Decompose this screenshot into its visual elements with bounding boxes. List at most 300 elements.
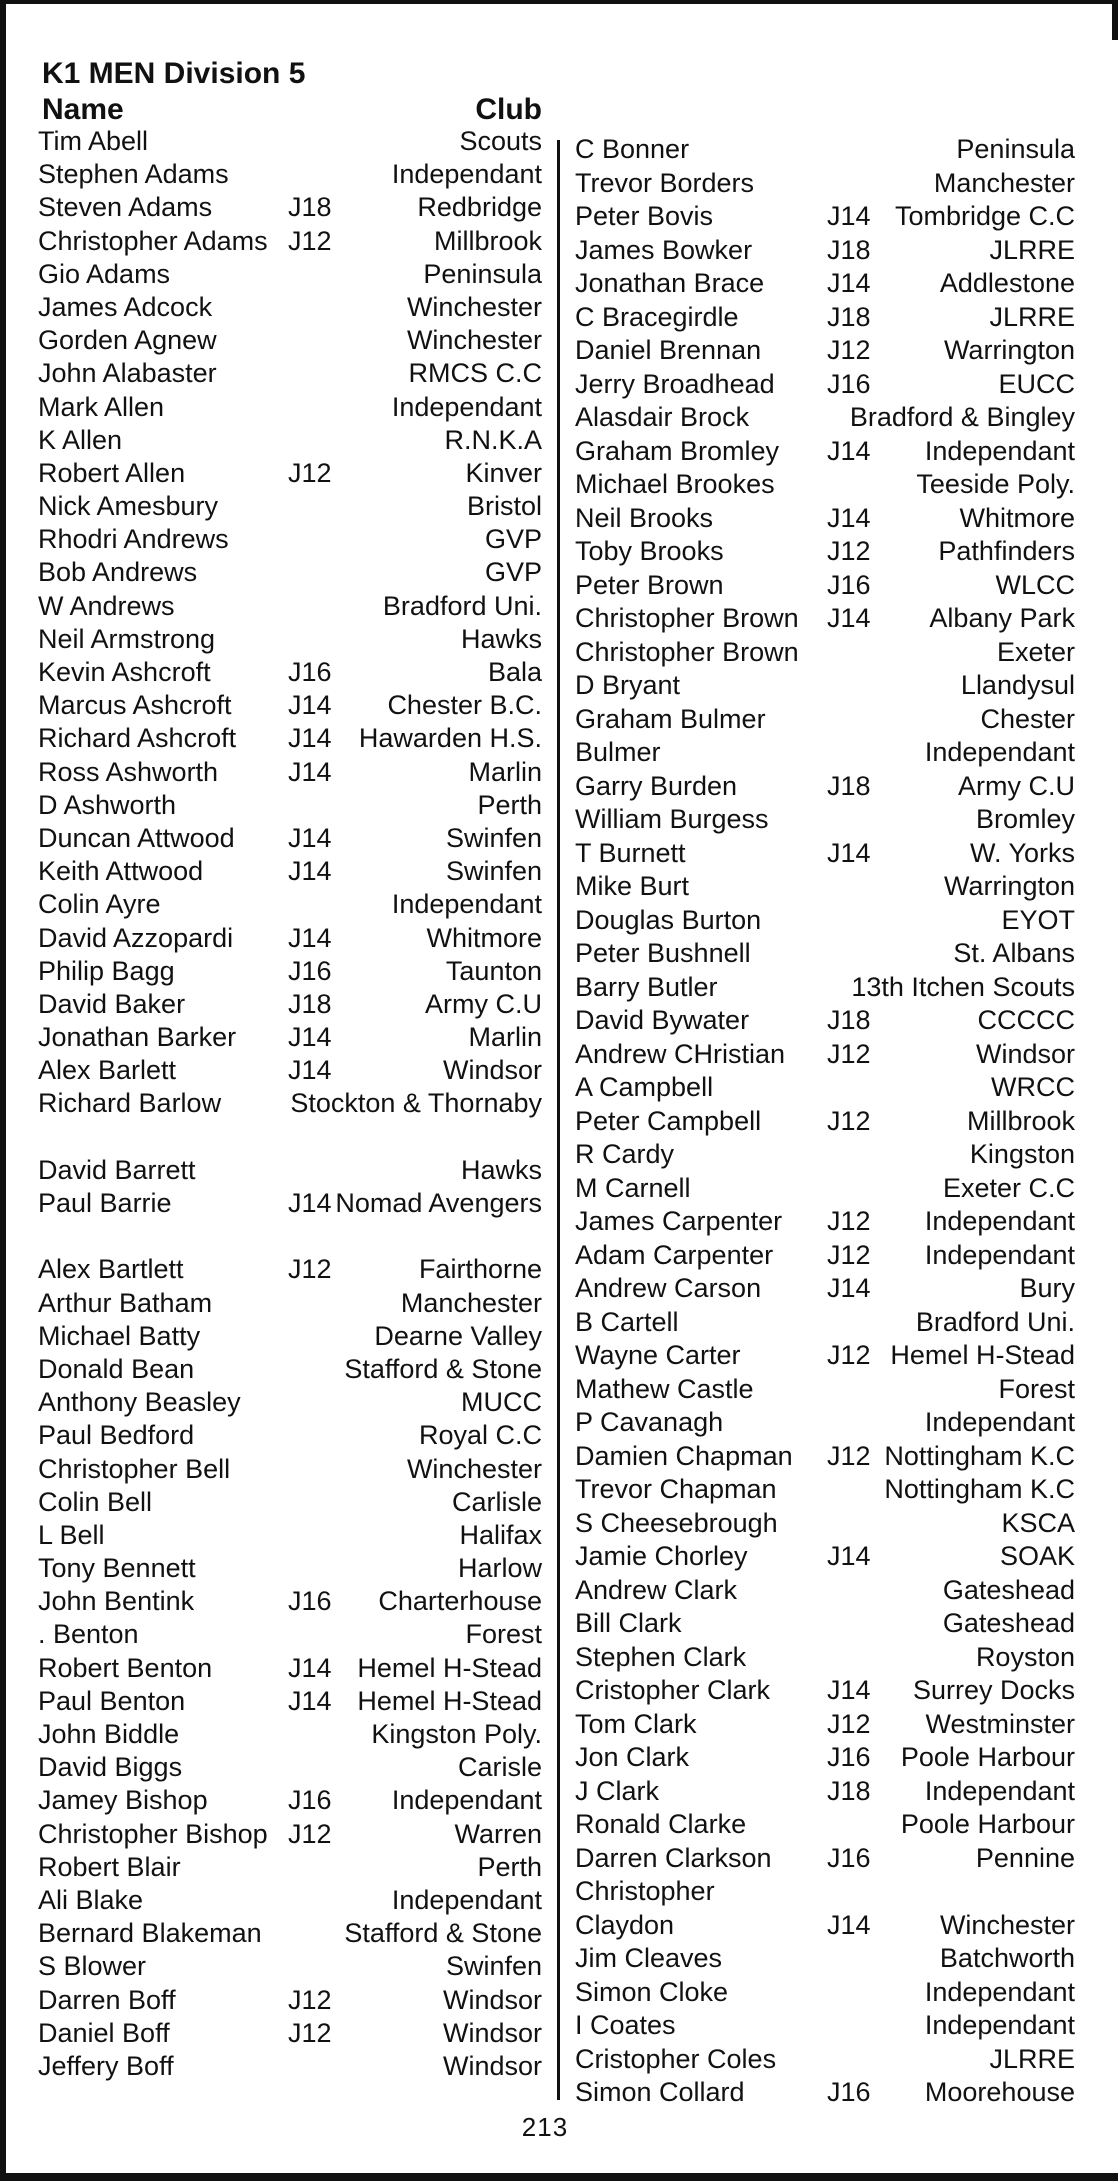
entrant-name: Alex Barlett: [38, 1055, 177, 1086]
entry-row: [38, 556, 542, 589]
entry-row: [575, 1607, 1075, 1641]
entry-row: [38, 357, 542, 390]
age-class: J12: [288, 1818, 332, 1849]
club-name: Swinfen: [445, 856, 542, 887]
entry-row: [575, 1306, 1075, 1340]
age-class: J16: [827, 569, 871, 600]
entry-row: [575, 1641, 1075, 1675]
entrant-name: Ali Blake: [38, 1884, 144, 1915]
age-class: J18: [827, 301, 871, 332]
entrant-name: Arthur Batham: [38, 1287, 213, 1318]
entrant-name: Jamey Bishop: [38, 1785, 208, 1816]
age-class: J14: [827, 603, 871, 633]
entrant-name: L Bell: [38, 1519, 105, 1550]
entry-row: [575, 1909, 1075, 1943]
age-class: J12: [827, 1105, 871, 1136]
entrant-name: Tom Clark: [575, 1708, 697, 1739]
club-name: Winchester: [406, 325, 542, 356]
entry-row: [575, 1004, 1075, 1038]
entrant-name: David Azzopardi: [38, 922, 234, 953]
entry-row: [38, 1950, 542, 1983]
age-class: J16: [827, 368, 871, 399]
entry-row: [575, 602, 1075, 636]
entry-row: [575, 1239, 1075, 1273]
entry-row: [575, 1373, 1075, 1407]
club-name: Warrington: [943, 871, 1075, 901]
club-name: Millbrook: [433, 225, 542, 256]
club-name: SOAK: [999, 1541, 1075, 1571]
club-name: Hawks: [460, 623, 542, 654]
entrant-name: Colin Bell: [38, 1486, 153, 1517]
entry-row: [38, 1718, 542, 1751]
club-name: Windsor: [442, 1984, 542, 2015]
entry-row: [575, 1842, 1075, 1876]
entrant-name: Wayne Carter: [575, 1340, 741, 1370]
entry-row: [575, 569, 1075, 603]
club-name: RMCS C.C: [408, 358, 542, 389]
entry-row: [38, 1353, 542, 1386]
entrant-name: Robert Benton: [38, 1652, 213, 1683]
club-name: KSCA: [1001, 1507, 1075, 1538]
entry-row: [575, 1440, 1075, 1474]
entrant-name: Alex Bartlett: [38, 1254, 184, 1285]
age-class: J12: [827, 1206, 871, 1236]
entrant-name: Colin Ayre: [38, 889, 161, 920]
entry-row: [575, 234, 1075, 268]
entrant-name: Gio Adams: [38, 258, 171, 289]
entry-row: [38, 125, 542, 158]
entry-row: [38, 1519, 542, 1552]
entrant-name: Donald Bean: [38, 1353, 195, 1384]
club-name: Hawks: [460, 1154, 542, 1185]
entrant-name: Philip Bagg: [38, 955, 175, 986]
entry-row: [38, 1453, 542, 1486]
age-class: J14: [288, 1685, 332, 1716]
entrant-name: A Campbell: [575, 1072, 714, 1102]
entry-row: [38, 922, 542, 955]
entry-row: [575, 401, 1075, 435]
entrant-name: Mathew Castle: [575, 1373, 754, 1404]
club-name: Carlisle: [451, 1486, 542, 1517]
age-class: J18: [288, 192, 332, 223]
entry-row: [575, 669, 1075, 703]
entry-row: [38, 1287, 542, 1320]
entrant-name: Rhodri Andrews: [38, 524, 229, 555]
club-name: Independant: [924, 737, 1075, 767]
club-name: Bradford Uni.: [915, 1306, 1075, 1337]
club-name: Chester B.C.: [387, 690, 542, 721]
club-name: Hemel H-Stead: [357, 1685, 542, 1716]
age-class: J12: [288, 1254, 332, 1285]
entrant-name: . Benton: [38, 1619, 139, 1650]
entry-row: [575, 1172, 1075, 1206]
entry-row: [575, 1071, 1075, 1105]
entrant-name: Alasdair Brock: [575, 402, 750, 432]
entrant-name: David Barrett: [38, 1154, 196, 1185]
entrant-name: Jerry Broadhead: [575, 368, 775, 399]
entry-row: [575, 1574, 1075, 1608]
entry-row: [38, 1486, 542, 1519]
entry-row: [575, 502, 1075, 536]
entry-row: [38, 158, 542, 191]
age-class: J14: [288, 723, 332, 754]
entrant-name: Darren Boff: [38, 1984, 176, 2015]
club-name: Hawarden H.S.: [358, 723, 542, 754]
entrant-name: Andrew Clark: [575, 1574, 738, 1605]
entrant-name: Garry Burden: [575, 770, 738, 801]
entry-row: [575, 837, 1075, 871]
entrant-name: John Alabaster: [38, 358, 217, 389]
entrant-name: D Ashworth: [38, 789, 177, 820]
club-name: Independant: [391, 159, 542, 190]
entry-row: [38, 1187, 542, 1253]
entrant-name: Kevin Ashcroft: [38, 657, 211, 687]
entrant-name: Jon Clark: [575, 1742, 690, 1772]
entry-row: [575, 468, 1075, 502]
entrant-name: Bill Clark: [575, 1608, 682, 1638]
entry-row: [38, 1585, 542, 1618]
club-name: Warren: [454, 1818, 542, 1849]
club-name: 13th Itchen Scouts: [851, 971, 1075, 1002]
entry-row: [38, 1419, 542, 1452]
entrant-name: David Bywater: [575, 1005, 750, 1035]
entrant-name: David Biggs: [38, 1752, 183, 1783]
entrant-name: James Adcock: [38, 291, 213, 322]
entrant-name: R Cardy: [575, 1139, 675, 1169]
club-name: Nomad Avengers: [335, 1188, 542, 1219]
age-class: J12: [288, 2017, 332, 2048]
age-class: J14: [827, 1675, 871, 1705]
entry-row: [575, 267, 1075, 301]
scan-edge-bottom: [0, 2173, 1118, 2181]
entry-row: [38, 1984, 542, 2017]
division-heading: K1 MEN Division 5: [42, 57, 306, 90]
entrant-name: S Blower: [38, 1951, 147, 1982]
club-name: Whitmore: [426, 922, 542, 953]
entrant-name: John Biddle: [38, 1719, 180, 1750]
club-name: Winchester: [939, 1909, 1075, 1940]
age-class: J12: [288, 1984, 332, 2015]
club-name: Nottingham K.C: [884, 1440, 1075, 1471]
entrant-name: Christopher Bell: [38, 1453, 231, 1484]
age-class: J14: [827, 201, 871, 231]
entry-row: [575, 1741, 1075, 1775]
entrant-name: B Cartell: [575, 1306, 679, 1337]
club-name: Winchester: [406, 291, 542, 322]
club-name: WRCC: [991, 1072, 1075, 1102]
entrant-name: M Carnell: [575, 1172, 691, 1203]
scan-edge-left: [0, 0, 6, 2181]
entry-row: [38, 1552, 542, 1585]
entry-row: [575, 803, 1075, 837]
entry-row: [38, 756, 542, 789]
entrant-name: Peter Bushnell: [575, 938, 751, 968]
entry-row: [575, 1272, 1075, 1306]
club-name: Harlow: [457, 1553, 542, 1584]
entrant-name: Christopher Brown: [575, 603, 799, 633]
club-name: Fairthorne: [418, 1254, 542, 1285]
age-class: J14: [288, 856, 332, 887]
club-name: Poole Harbour: [900, 1809, 1075, 1839]
entrant-name: Ronald Clarke: [575, 1809, 747, 1839]
entrant-name: Daniel Brennan: [575, 335, 762, 365]
club-name: Independant: [924, 435, 1075, 466]
scan-edge-top: [0, 0, 1118, 4]
club-name: Bury: [1019, 1273, 1075, 1303]
club-name: Independant: [391, 1884, 542, 1915]
entry-row: [575, 770, 1075, 804]
entrant-name: Ross Ashworth: [38, 756, 219, 787]
entrant-name: Gorden Agnew: [38, 325, 217, 356]
club-name: Independant: [924, 1239, 1075, 1270]
age-class: J18: [827, 234, 871, 265]
entry-row: [575, 736, 1075, 770]
entry-row: [38, 1652, 542, 1685]
club-name: Poole Harbour: [900, 1742, 1075, 1772]
club-name: Stafford & Stone: [344, 1918, 542, 1949]
entry-row: [38, 324, 542, 357]
age-class: J12: [827, 536, 871, 566]
club-name: Peninsula: [423, 258, 542, 289]
column-divider: [557, 140, 560, 2100]
club-name: Independant: [924, 1976, 1075, 2007]
entry-row: [38, 1087, 542, 1153]
age-class: J14: [827, 1909, 871, 1940]
age-class: J12: [827, 1708, 871, 1739]
club-name: Carisle: [457, 1752, 542, 1783]
entry-row: [38, 1884, 542, 1917]
age-class: J14: [827, 502, 871, 533]
entrant-name: W Andrews: [38, 590, 175, 621]
club-name: GVP: [484, 557, 542, 588]
entry-row: [38, 391, 542, 424]
age-class: J14: [288, 1055, 332, 1086]
age-class: J16: [827, 2077, 871, 2107]
age-class: J14: [288, 690, 332, 721]
club-name: Swinfen: [445, 1951, 542, 1982]
entry-row: [38, 291, 542, 324]
entrant-name: K Allen: [38, 424, 123, 455]
entrant-name: S Cheesebrough: [575, 1507, 778, 1538]
entry-row: [575, 435, 1075, 469]
club-name: CCCCC: [977, 1005, 1075, 1035]
entry-row: [575, 937, 1075, 971]
entrant-name: Richard Barlow: [38, 1088, 222, 1119]
entrant-name: Neil Brooks: [575, 502, 714, 533]
entry-row: [575, 1138, 1075, 1172]
club-name: Kingston Poly.: [371, 1719, 542, 1750]
entry-row: [575, 1473, 1075, 1507]
entry-row: [38, 1851, 542, 1884]
club-name: Manchester: [933, 167, 1075, 198]
entrant-name: Anthony Beasley: [38, 1387, 241, 1418]
entry-row: [575, 167, 1075, 201]
club-name: Millbrook: [966, 1105, 1075, 1136]
club-name: Stockton & Thornaby: [290, 1088, 542, 1119]
right-column-list: [575, 133, 1075, 2110]
club-name: Hemel H-Stead: [890, 1340, 1075, 1370]
entrant-name: Simon Collard: [575, 2077, 745, 2107]
entrant-name: Jonathan Barker: [38, 1022, 237, 1053]
entrant-name: Paul Barrie: [38, 1188, 172, 1219]
column-headers: [42, 92, 542, 128]
entry-row: [575, 703, 1075, 737]
club-name: Army C.U: [425, 988, 542, 1019]
entry-row: [575, 1808, 1075, 1842]
entry-row: [575, 334, 1075, 368]
entry-row: [575, 1976, 1075, 2010]
entrant-name: Christopher Bishop: [38, 1818, 268, 1849]
entrant-name: Claydon: [575, 1909, 675, 1940]
club-name: Bromley: [975, 804, 1075, 834]
entry-row: [575, 1406, 1075, 1440]
club-name: Independant: [391, 391, 542, 422]
entrant-name: James Bowker: [575, 234, 753, 265]
entrant-name: D Bryant: [575, 670, 681, 700]
entrant-name: James Carpenter: [575, 1206, 783, 1236]
entry-row: [38, 623, 542, 656]
entry-row: [38, 689, 542, 722]
club-name: Independant: [391, 889, 542, 920]
club-name: GVP: [484, 524, 542, 555]
club-name: Perth: [477, 1851, 542, 1882]
club-name: Gateshead: [942, 1574, 1075, 1605]
club-name: JLRRE: [989, 234, 1075, 265]
age-class: J14: [827, 435, 871, 466]
age-class: J16: [288, 955, 332, 986]
entrant-name: Jamie Chorley: [575, 1541, 748, 1571]
entry-row: [575, 1942, 1075, 1976]
entry-row: [38, 722, 542, 755]
club-name: Llandysul: [960, 670, 1075, 700]
age-class: J14: [827, 1541, 871, 1571]
club-name: St. Albans: [953, 938, 1075, 968]
entrant-name: Graham Bulmer: [575, 703, 766, 734]
age-class: J14: [288, 1188, 332, 1219]
entry-row: [575, 904, 1075, 938]
club-name: Warrington: [943, 335, 1075, 365]
entry-row: [38, 590, 542, 623]
entrant-name: Tim Abell: [38, 126, 149, 156]
age-class: J14: [827, 1273, 871, 1303]
entrant-name: Michael Brookes: [575, 469, 775, 499]
club-name: Winchester: [406, 1453, 542, 1484]
entrant-name: Trevor Borders: [575, 167, 755, 198]
entrant-name: J Clark: [575, 1775, 660, 1806]
club-name: Peninsula: [956, 134, 1075, 164]
age-class: J12: [288, 225, 332, 256]
entrant-name: Michael Batty: [38, 1320, 201, 1351]
age-class: J12: [827, 1038, 871, 1069]
entrant-name: Jim Cleaves: [575, 1943, 723, 1973]
club-name: Bala: [487, 657, 542, 687]
entrant-name: David Baker: [38, 988, 186, 1019]
club-name: MUCC: [461, 1387, 542, 1418]
club-name: Gateshead: [942, 1608, 1075, 1638]
club-name: Swinfen: [445, 822, 542, 853]
entrant-name: John Bentink: [38, 1586, 195, 1617]
entry-row: [575, 1205, 1075, 1239]
club-name: Bristol: [466, 491, 542, 522]
entrant-name: Jonathan Brace: [575, 268, 765, 298]
club-name: Independant: [924, 1206, 1075, 1236]
entry-row: [38, 855, 542, 888]
entry-row: [575, 1708, 1075, 1742]
club-name: Scouts: [459, 126, 542, 156]
age-class: J18: [827, 770, 871, 801]
age-class: J18: [288, 988, 332, 1019]
page-number: 213: [521, 2112, 569, 2142]
club-name: Windsor: [442, 2050, 542, 2081]
age-class: J12: [827, 1239, 871, 1270]
club-name: Albany Park: [929, 603, 1075, 633]
club-name: Forest: [998, 1373, 1075, 1404]
club-name: Addlestone: [939, 268, 1075, 298]
entry-row: [38, 1386, 542, 1419]
entry-row: [575, 2043, 1075, 2077]
age-class: J16: [288, 1586, 332, 1617]
entrant-name: William Burgess: [575, 804, 769, 834]
entry-row: [38, 490, 542, 523]
entrant-name: Christopher: [575, 1876, 715, 1906]
entry-row: [38, 888, 542, 921]
club-column-header: Club: [475, 93, 542, 126]
club-name: EYOT: [1001, 904, 1075, 935]
entry-row: [575, 1339, 1075, 1373]
club-name: Marlin: [468, 1022, 542, 1053]
entry-row: [38, 988, 542, 1021]
entry-row: [575, 1507, 1075, 1541]
entrant-name: Duncan Attwood: [38, 822, 235, 853]
club-name: Tombridge C.C: [894, 201, 1075, 231]
entrant-name: P Cavanagh: [575, 1407, 724, 1437]
entrant-name: Barry Butler: [575, 971, 718, 1002]
entrant-name: Nick Amesbury: [38, 491, 219, 522]
entry-row: [38, 225, 542, 258]
club-name: Nottingham K.C: [884, 1474, 1075, 1504]
age-class: J14: [827, 268, 871, 298]
entry-row: [575, 636, 1075, 670]
entrant-name: Daniel Boff: [38, 2017, 170, 2048]
club-name: Bradford & Bingley: [849, 402, 1075, 432]
entry-row: [38, 1917, 542, 1950]
entry-row: [38, 656, 542, 689]
entry-row: [575, 1775, 1075, 1809]
club-name: Independant: [391, 1785, 542, 1816]
club-name: Bradford Uni.: [382, 590, 542, 621]
age-class: J14: [827, 837, 871, 868]
club-name: Stafford & Stone: [344, 1353, 542, 1384]
club-name: Windsor: [442, 2017, 542, 2048]
entry-row: [575, 200, 1075, 234]
age-class: J12: [288, 457, 332, 488]
club-name: W. Yorks: [969, 837, 1075, 868]
age-class: J16: [827, 1842, 871, 1873]
club-name: Royal C.C: [418, 1420, 542, 1451]
entrant-name: Cristopher Coles: [575, 2043, 777, 2074]
entrant-name: Bulmer: [575, 737, 661, 767]
entrant-name: Robert Allen: [38, 457, 186, 488]
entrant-name: Peter Campbell: [575, 1105, 762, 1136]
club-name: Marlin: [468, 756, 542, 787]
club-name: Independant: [924, 1775, 1075, 1806]
entry-row: [38, 2017, 542, 2050]
scan-edge-right: [1112, 0, 1118, 40]
club-name: Independant: [924, 1407, 1075, 1437]
entry-row: [575, 1105, 1075, 1139]
entry-row: [38, 258, 542, 291]
entrant-name: Toby Brooks: [575, 536, 724, 566]
